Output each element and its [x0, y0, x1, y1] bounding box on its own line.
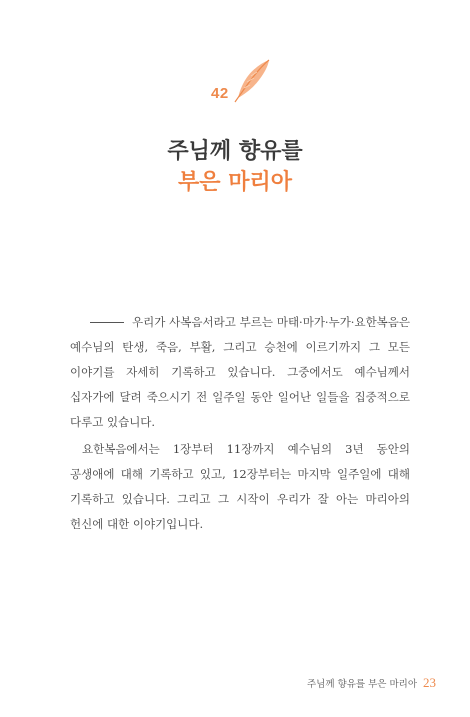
dash-rule — [90, 322, 124, 323]
feather-icon — [229, 58, 273, 104]
chapter-marker — [206, 58, 276, 108]
running-title: 주님께 향유를 부은 마리아 — [306, 679, 417, 690]
paragraph-1 — [70, 310, 410, 435]
paragraph-1-text: 우리가 사복음서라고 부르는 마태·마가·누가·요한복음은 예수님의 탄생, 죽음, 부활, 그리고 승천에 이르기까지 그 모든 이야기를 자세히 기록하고 있습니다. 그중에서도 예수님께서 십자가에 달려 죽으시기 전 일주일 동안 일어난 일들을 집중적으로 다루고 있습니다. — [70, 315, 410, 429]
page-title-line-2: 부은 마리아 — [178, 170, 292, 195]
paragraph-2: 요한복음에서는 1장부터 11장까지 예수님의 3년 동안의 공생애에 대해 기록하고 있고, 12장부터는 마지막 일주일에 대해 기록하고 있습니다. 그리고 그 시작이 우리가 잘 아는 마리아의 헌신에 대한 이야기입니다. — [70, 442, 410, 531]
chapter-number: 42 — [211, 85, 229, 102]
page-footer — [307, 675, 436, 691]
page-number: 23 — [423, 675, 436, 690]
body-text — [70, 310, 410, 537]
page-title-line-1: 주님께 향유를 — [167, 139, 303, 164]
